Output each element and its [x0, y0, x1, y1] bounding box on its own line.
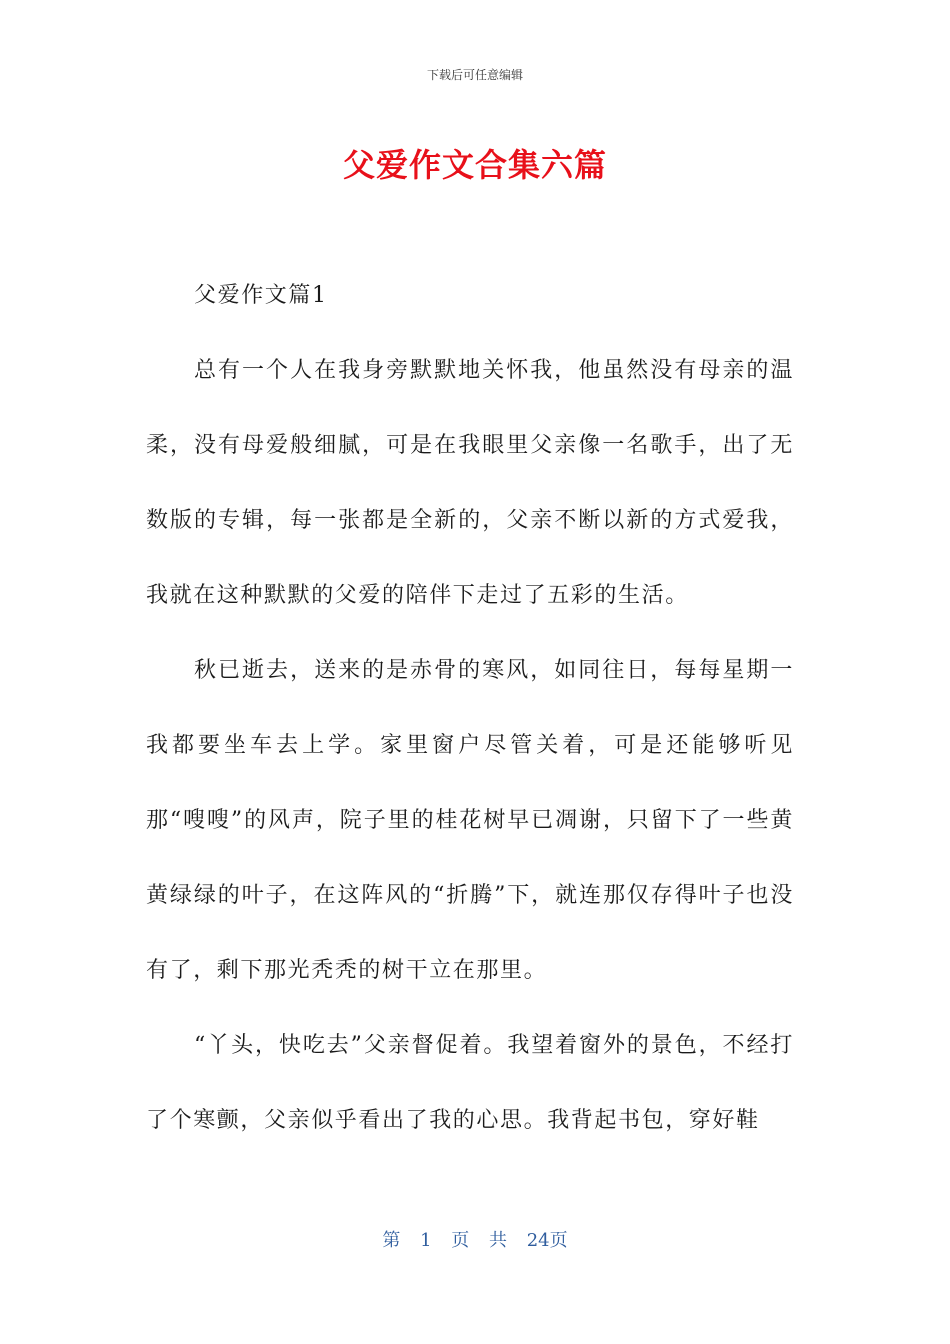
page-footer [0, 1226, 950, 1252]
document-title: 父爱作文合集六篇 [342, 146, 607, 184]
header-note: 下载后可任意编辑 [426, 68, 523, 82]
footer-total-pages: 24页 [526, 1230, 568, 1251]
footer-label-page: 第 [382, 1230, 401, 1251]
footer-label-total: 共 [489, 1230, 507, 1251]
footer-label-page-unit: 页 [451, 1230, 470, 1251]
section-heading: 父爱作文篇1 [194, 283, 328, 308]
paragraph: 秋已逝去，送来的是赤骨的寒风，如同往日，每每星期一我都要坐车去上学。家里窗户尽管关着，可是还能够听见那“嗖嗖”的风声，院子里的桂花树早已凋谢，只留下了一些黄黄绿绿的叶子，在这阵风的“折腾”下，就连那仅存得叶子也没有了，剩下那光秃秃的树干立在那里。 [146, 658, 794, 983]
footer-current-page: 1 [420, 1230, 432, 1251]
paragraph: “丫头，快吃去”父亲督促着。我望着窗外的景色，不经打了个寒颤，父亲似乎看出了我的心思。我背起书包，穿好鞋 [146, 1033, 794, 1133]
paragraph: 总有一个人在我身旁默默地关怀我，他虽然没有母亲的温柔，没有母爱般细腻，可是在我眼里父亲像一名歌手，出了无数版的专辑，每一张都是全新的，父亲不断以新的方式爱我，我就在这种默默的父爱的陪伴下走过了五彩的生活。 [146, 358, 794, 608]
document-body [146, 258, 794, 1158]
